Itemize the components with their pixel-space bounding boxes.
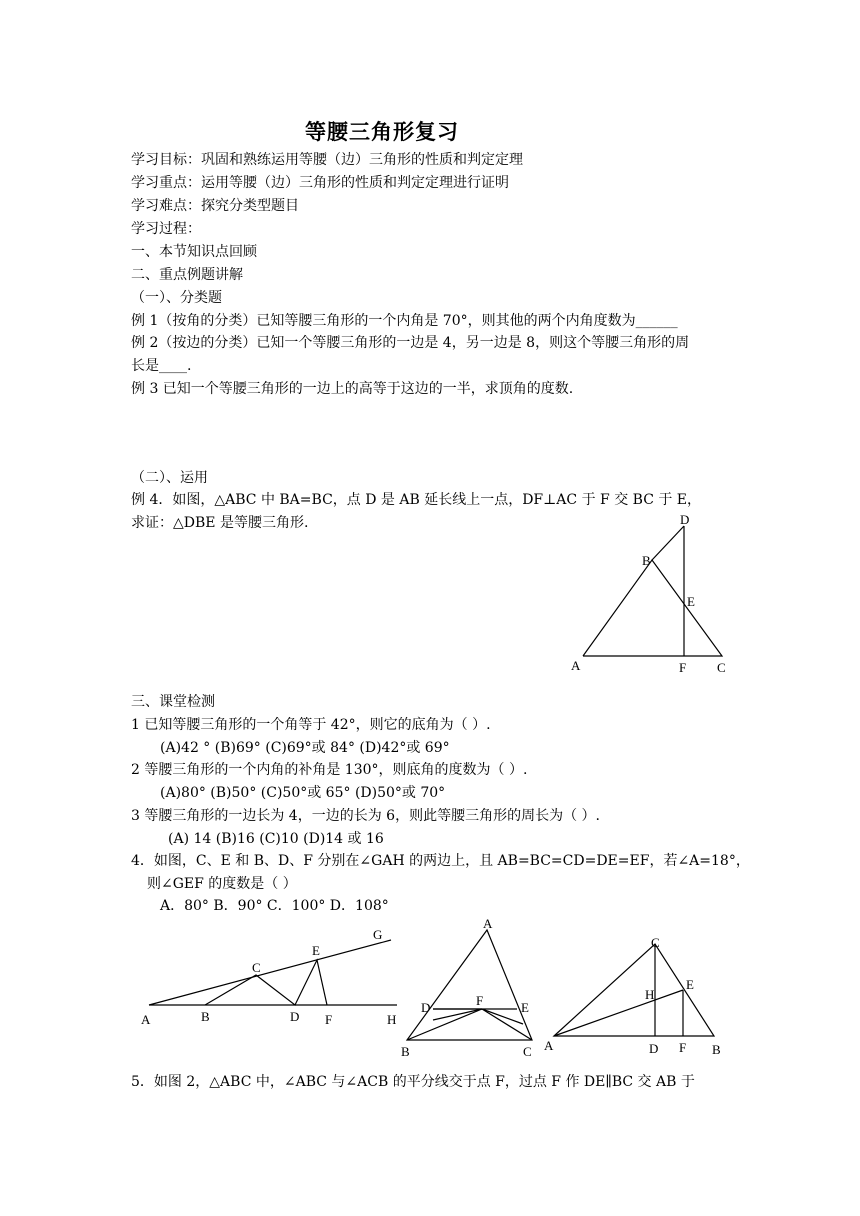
- label-c: C: [651, 935, 660, 950]
- label-b: B: [201, 1009, 210, 1024]
- example-4-line2: 求证：△DBE 是等腰三角形.: [131, 515, 309, 531]
- question-4-line1: 4．如图，C、E 和 B、D、F 分别在∠GAH 的两边上，且 AB=BC=CD=DE=EF，若∠A=18°，: [131, 853, 750, 869]
- label-d: D: [680, 512, 690, 527]
- subsection-application: （二）、运用: [131, 470, 208, 486]
- label-f: F: [325, 1012, 333, 1027]
- label-a: A: [544, 1038, 554, 1053]
- figure-angle-gah: [135, 920, 410, 1035]
- label-c: C: [252, 960, 261, 975]
- label-d: D: [421, 1000, 431, 1015]
- label-e: E: [687, 594, 695, 609]
- question-4-line2: 则∠GEF 的度数是（ ）: [147, 876, 297, 892]
- figure-example-4: [560, 508, 740, 678]
- label-h: H: [387, 1012, 397, 1027]
- question-1-options: (A)42 ° (B)69° (C)69°或 84° (D)42°或 69°: [160, 740, 450, 756]
- question-3: 3 等腰三角形的一边长为 4，一边的长为 6，则此等腰三角形的周长为（ ）.: [131, 808, 600, 824]
- section-class-test: 三、课堂检测: [131, 694, 215, 710]
- example-2-line2: 长是____.: [131, 358, 192, 374]
- label-f: F: [476, 993, 484, 1008]
- question-3-options: (A) 14 (B)16 (C)10 (D)14 或 16: [168, 831, 384, 847]
- question-2-options: (A)80° (B)50° (C)50°或 65° (D)50°或 70°: [160, 785, 446, 801]
- triangle-abc: [583, 560, 722, 656]
- question-2: 2 等腰三角形的一个内角的补角是 130°，则底角的度数为（ ）.: [131, 762, 528, 778]
- label-a: A: [483, 916, 493, 931]
- section-review: 一、本节知识点回顾: [131, 244, 257, 260]
- learning-focus: 学习重点：运用等腰（边）三角形的性质和判定定理进行证明: [131, 175, 509, 191]
- label-a: A: [571, 658, 581, 673]
- label-e: E: [312, 943, 320, 958]
- example-3: 例 3 已知一个等腰三角形的一边上的高等于这边的一半，求顶角的度数.: [131, 381, 574, 397]
- ray-ag: [149, 940, 391, 1005]
- learning-difficulty: 学习难点：探究分类型题目: [131, 198, 299, 214]
- label-d: D: [649, 1041, 659, 1056]
- label-b: B: [712, 1042, 721, 1057]
- segment-d-to-c: [433, 1009, 482, 1020]
- learning-goal: 学习目标：巩固和熟练运用等腰（边）三角形的性质和判定定理: [131, 152, 523, 168]
- label-g: G: [373, 927, 383, 942]
- figure-right-triangle: [540, 932, 730, 1062]
- label-a: A: [141, 1012, 151, 1027]
- question-5: 5．如图 2，△ABC 中，∠ABC 与∠ACB 的平分线交于点 F，过点 F 作 DE∥BC 交 AB 于: [131, 1074, 695, 1090]
- label-f: F: [679, 660, 687, 675]
- learning-process: 学习过程：: [131, 221, 201, 237]
- label-f: F: [679, 1040, 687, 1055]
- label-h: H: [645, 987, 655, 1002]
- example-2-line1: 例 2（按边的分类）已知一个等腰三角形的一边是 4，另一边是 8，则这个等腰三角形的周: [131, 335, 690, 351]
- question-4-options: A．80° B．90° C．100° D．108°: [160, 898, 389, 914]
- label-d: D: [290, 1009, 300, 1024]
- label-b: B: [642, 553, 651, 568]
- example-4-line1: 例 4．如图，△ABC 中 BA=BC，点 D 是 AB 延长线上一点，DF⊥AC 于 F 交 BC 于 E，: [131, 492, 702, 508]
- label-e: E: [521, 1000, 529, 1015]
- zigzag-bcdef: [205, 960, 327, 1005]
- page-title: 等腰三角形复习: [305, 119, 459, 144]
- label-e: E: [686, 977, 694, 992]
- subsection-classification: （一）、分类题: [131, 290, 222, 306]
- question-1: 1 已知等腰三角形的一个角等于 42°，则它的底角为（ ）.: [131, 717, 491, 733]
- segment-bd: [652, 526, 684, 560]
- label-c: C: [523, 1044, 532, 1059]
- segment-ae: [554, 990, 683, 1036]
- example-1: 例 1（按角的分类）已知等腰三角形的一个内角是 70°，则其他的两个内角度数为______: [131, 313, 678, 329]
- figure-triangle-bisectors: [395, 912, 545, 1062]
- section-examples: 二、重点例题讲解: [131, 267, 243, 283]
- triangle-abc: [407, 930, 532, 1040]
- label-c: C: [717, 660, 726, 675]
- label-b: B: [401, 1044, 410, 1059]
